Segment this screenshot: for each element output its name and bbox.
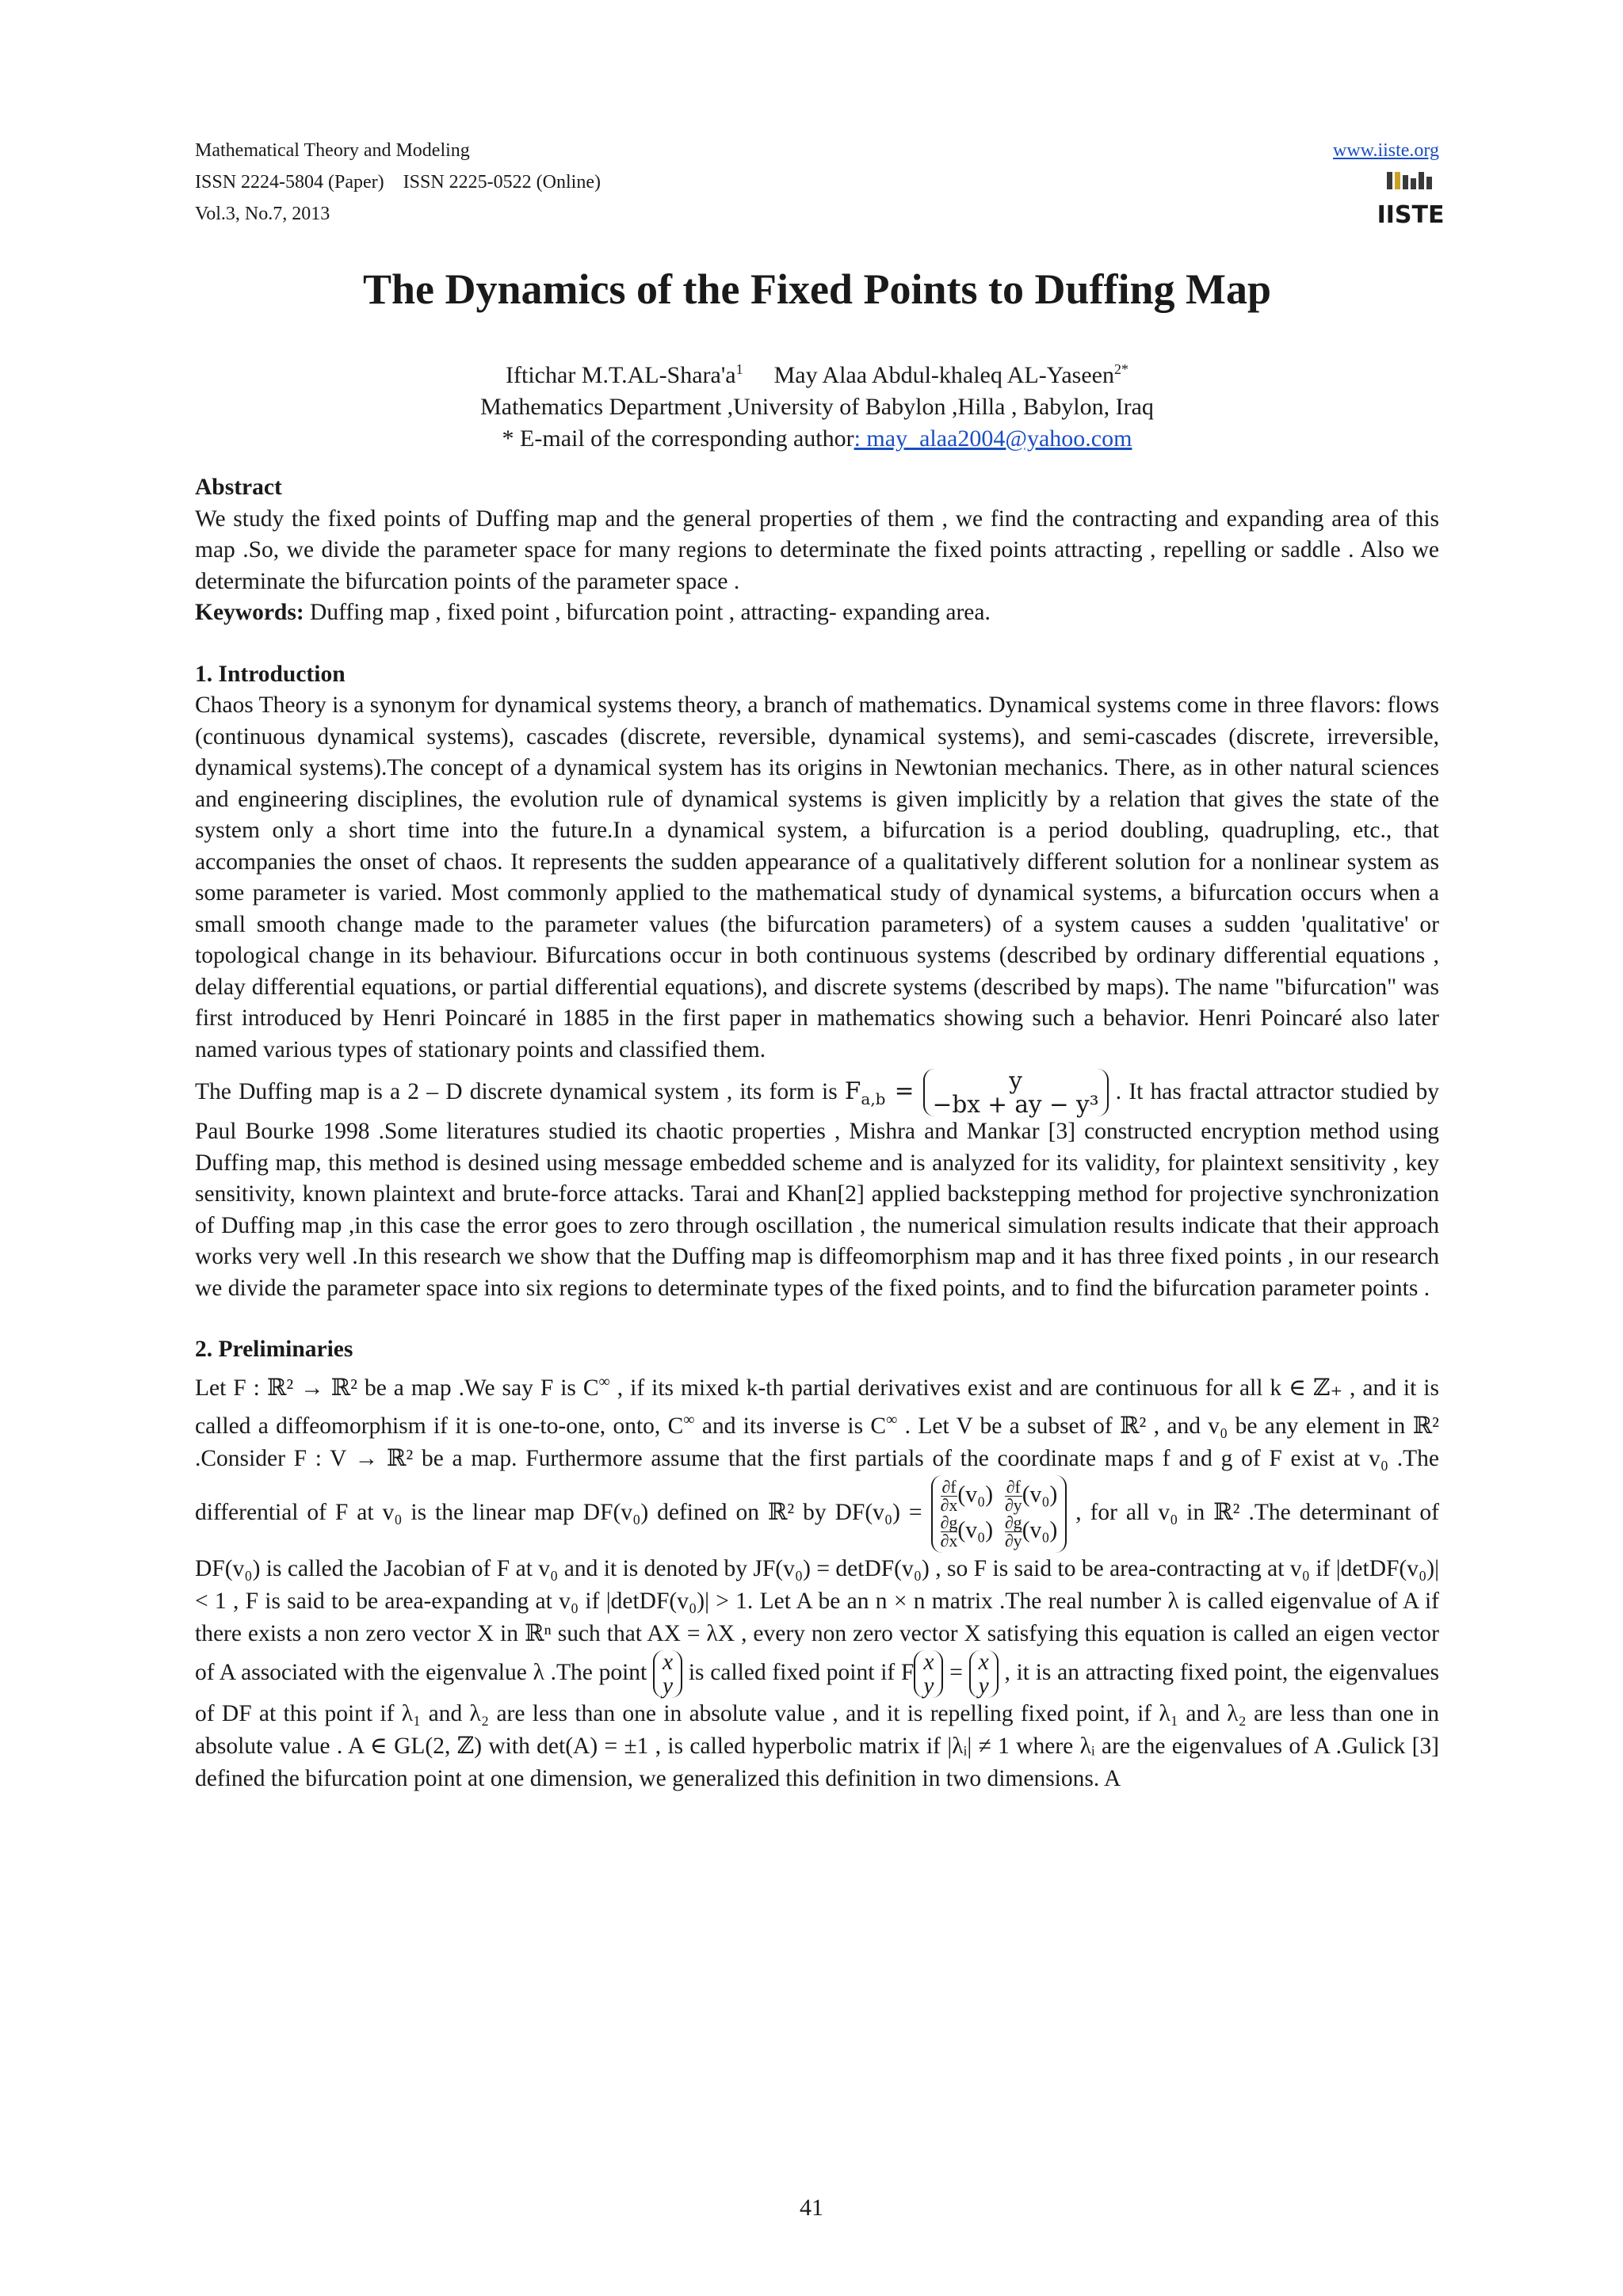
point-vector: x y [653,1650,682,1698]
fixed-point-lhs: x y [914,1650,943,1698]
page-number: 41 [800,2195,823,2221]
svg-text:IISTE: IISTE [1377,201,1445,229]
body-text [195,472,1439,1795]
title-block [195,261,1439,455]
authors-line: Iftichar $M.T.AL-Shara'a^1$ May Alaa Abdul-khaleq AL-Yaseen$^{2*}$ [506,361,1128,388]
intro-paragraph-2: The Duffing map is a 2 – D discrete dynamical system , its form is $F_{a,b}$ = y −bx + ay − y³ . It has fractal attractor studied by Paul Bourke 1998 .Some literatures studied its chaotic properties , Mishra and Mankar [3] constructed encryption method using Duffing map, this method is desined using message embedded scheme and is analyzed for its validity, for plaintext sensitivity , key sensitivity, known plaintext and brute-force attacks. Tarai and Khan[2] applied backstepping method for projective synchronization of Duffing map ,in this case the error goes to zero through oscillation , the numerical simulation results indicate that their approach works very well .In this research we show that the Duffing map is diffeomorphism map and it has three fixed points , in our research we divide the parameter space into six regions to determinate types of the fixed points, and to find the bifurcation parameter points . [195,1067,1439,1301]
website-link[interactable]: www.iiste.org [1333,140,1439,161]
affiliation: Mathematics Department ,University of Babylon ,Hilla , Babylon, Iraq [480,394,1154,420]
duffing-vector: y −bx + ay − y³ [923,1069,1109,1116]
volume-line: Vol.3, No.7, 2013 [195,204,330,224]
fixed-point-rhs: x y [969,1650,999,1698]
issn-line: ISSN 2224-5804 (Paper) ISSN 2225-0522 (Online) [195,172,601,193]
prelim-paragraph: Let F : ℝ² → ℝ² be a map .We say F is C∞ , if its mixed k-th partial derivatives exist and are continuous for all k ∈ ℤ₊ , and it is called a diffeomorphism if it is one-to-one, onto, C∞ and its inverse is C∞ . Let V be a subset of ℝ² , and v₀ be any element in ℝ² .Consider F : V → ℝ² be a map. Furthermore assume that the first partials of the coordinate maps f and g of F exist at v₀ .The differential of F at v₀ is the linear map DF(v₀) defined on ℝ² by DF(v₀) = $\frac{\partial f}{\partial x}$ (v₀) $\frac{\partial f}{\partial y}$ (v₀) $\frac{\partial g}{\partial x}$ (v₀) $\frac{\partial g}{\partial y}$ (v₀) , for all v₀ in ℝ² .The determinant of DF(v₀) is called the Jacobian of F at v₀ and it is denoted by JF(v₀) = detDF(v₀) , so F is said to be area-contracting at v₀ if |detDF(v₀)| < 1 , F is said to be area-expanding at v₀ if |detDF(v₀)| > 1. Let A be an n × n matrix .The real number λ is called eigenvalue of A if there exists a non zero vector X in ℝⁿ such that AX = λX , every non zero vector X satisfying this equation is called an eigen vector of A associated with the eigenvalue λ .The point x y is called fixed point if F x y = x y , it is an attracting fixed point, the eigenvalues of DF at this point if λ₁ and λ₂ are less than one in absolute value , and it is repelling fixed point, if λ₁ and λ₂ are less than one in absolute value . A ∈ GL(2, ℤ) with det(A) = ±1 , is called hyperbolic matrix if |λᵢ| ≠ 1 where λᵢ are the eigenvalues of A .Gulick [3] defined the bifurcation point at one dimension, we generalized this definition in two dimensions. A [195,1372,1440,1792]
keywords: Keywords: Duffing map , fixed point , bifurcation point , attracting- expanding area. [195,600,991,625]
abstract-text: We study the fixed points of Duffing map and the general properties of them , we find the contracting and expanding area of this map .So, we divide the parameter space for many regions to determinate the fixed points attracting , repelling or saddle . Also we determinate the bifurcation points of the parameter space . [195,505,1439,594]
author-1: Iftichar M.T.AL-Shara'a [506,362,736,388]
iiste-logo-icon [1377,170,1445,231]
jacobian-matrix: $\frac{\partial f}{\partial x}$ (v₀) $\frac{\partial f}{\partial y}$ (v₀) $\frac{\partial g}{\partial x}$ (v₀) $\frac{\partial g}{\partial y}$ (v₀) [931,1475,1067,1553]
email-link[interactable]: : may_alaa2004@yahoo.com [854,425,1132,452]
journal-name: Mathematical Theory and Modeling [195,140,470,161]
email-line: * E-mail of the corresponding author: may_alaa2004@yahoo.com [502,425,1132,452]
paper-title: The Dynamics of the Fixed Points to Duffing Map [363,265,1271,313]
abstract-heading: Abstract [195,475,282,500]
intro-paragraph-1: Chaos Theory is a synonym for dynamical systems theory, a branch of mathematics. Dynamical systems come in three flavors: flows (continuous dynamical systems), cascades (discrete, reversible, dynamical systems), and semi-cascades (discrete, irreversible, dynamical systems).The concept of a dynamical system has its origins in Newtonian mechanics. There, as in other natural sciences and engineering disciplines, the evolution rule of dynamical systems is given implicitly by a relation that gives the state of the system only a short time into the future.In a dynamical system, a bifurcation is a period doubling, quadrupling, etc., that accompanies the onset of chaos. It represents the sudden appearance of a qualitatively different solution for a nonlinear system as some parameter is varied. Most commonly applied to the mathematical study of dynamical systems, a bifurcation occurs when a small smooth change made to the parameter values (the bifurcation parameters) of a system causes a sudden 'qualitative' or topological change in its behaviour. Bifurcations occur in both continuous systems (described by ordinary differential equations , delay differential equations, or partial differential equations), and discrete systems (described by maps). The name "bifurcation" was first introduced by Henri Poincaré in 1885 in the first paper in mathematics showing such a behavior. Henri Poincaré also later named various types of stationary points and classified them. [195,692,1439,1062]
author-2: May Alaa Abdul-khaleq AL-Yaseen [773,362,1114,388]
intro-heading: 1. Introduction [195,661,346,687]
prelim-heading: 2. Preliminaries [195,1337,353,1362]
